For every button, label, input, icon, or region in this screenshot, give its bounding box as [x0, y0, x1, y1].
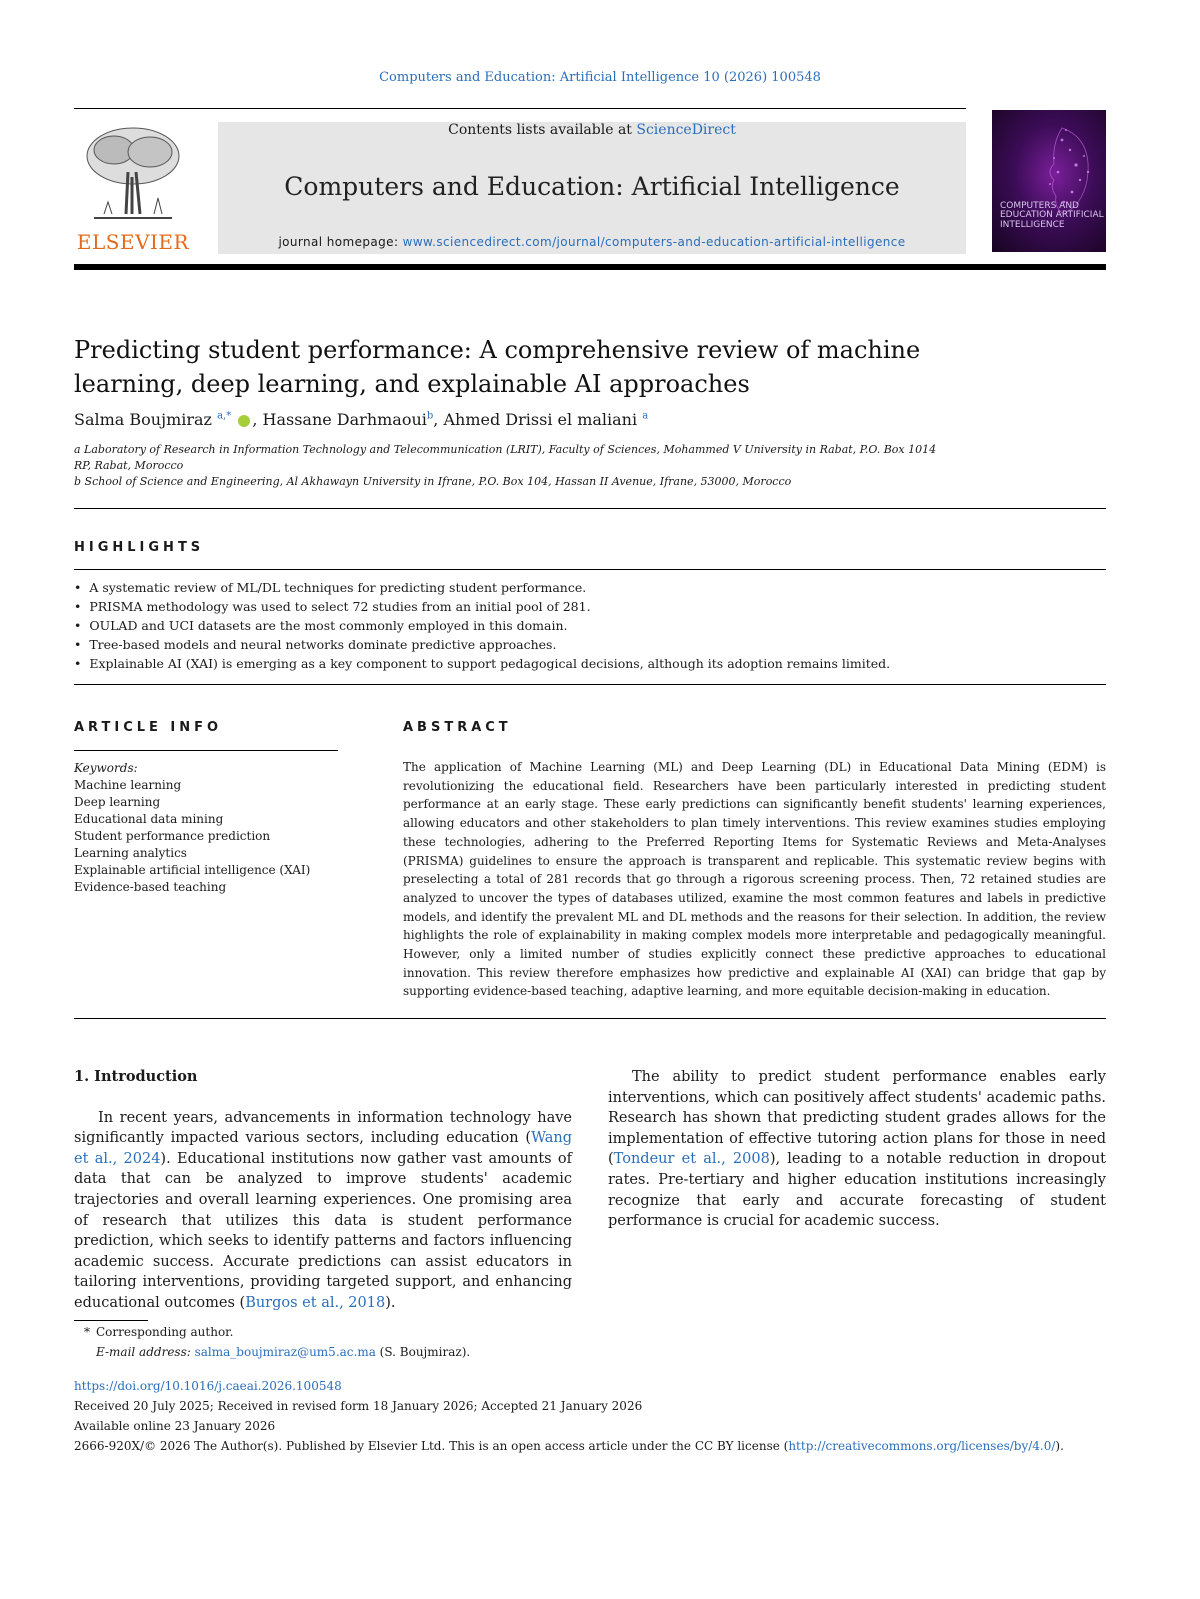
contents-line	[218, 122, 966, 138]
journal-cover-image[interactable]	[992, 110, 1106, 252]
email-label: E-mail address:	[96, 1345, 191, 1359]
highlights-heading: HIGHLIGHTS	[74, 540, 205, 555]
author-name[interactable]: Salma Boujmiraz	[74, 410, 212, 429]
doi-link[interactable]: https://doi.org/10.1016/j.caeai.2026.100548	[74, 1379, 342, 1393]
keyword: Student performance prediction	[74, 829, 271, 843]
corresponding-author-note: Corresponding author.	[96, 1325, 234, 1339]
affiliation-a: a Laboratory of Research in Information Technology and Telecommunication (LRIT), Faculty of Sciences, Mohammed V University in Rabat, P.O. Box 1014 RP, Rabat, Morocco	[74, 443, 937, 472]
keyword: Evidence-based teaching	[74, 880, 227, 894]
contents-prefix: Contents lists available at	[448, 122, 637, 138]
keyword: Deep learning	[74, 795, 161, 809]
keywords-label: Keywords:	[74, 761, 138, 775]
keyword: Learning analytics	[74, 846, 187, 860]
citation-link[interactable]: Burgos et al., 2018	[245, 1294, 386, 1311]
footnote-mark: *	[84, 1325, 90, 1339]
keywords-list	[74, 777, 374, 896]
keyword: Explainable artificial intelligence (XAI)	[74, 863, 311, 877]
abstract-text: The application of Machine Learning (ML) and Deep Learning (DL) in Educational Data Mining (EDM) is revolutionizing the educational field. Researchers have been particularly interested in predicting student performance at an early stage. These early predictions can significantly benefit students' learning experiences, allowing educators and other stakeholders to plan timely interventions. This review examines studies employing these technologies, adhering to the Preferred Reporting Items for Systematic Reviews and Meta-Analyses (PRISMA) guidelines to ensure the approach is transparent and replicable. This systematic review begins with preselecting a total of 281 records that go through a rigorous screening process. Then, 72 retained studies are analyzed to uncover the types of databases utilized, examine the most common features and labels in predictive models, and identify the prevalent ML and DL methods and the reasons for their selection. In addition, the review highlights the role of explainability in making complex models more interpretable and pedagogically meaningful. However, only a limited number of studies explicitly connect these predictive approaches to educational innovation. This review therefore emphasizes how predictive and explainable AI (XAI) can bridge that gap by supporting evidence-based teaching, adaptive learning, and more equitable decision-making in education.	[403, 760, 1106, 999]
keyword: Educational data mining	[74, 812, 224, 826]
footnote-rule	[74, 1320, 148, 1321]
divider	[74, 1018, 1106, 1019]
highlight-item: • Explainable AI (XAI) is emerging as a key component to support pedagogical decisions, although its adoption remains limited.	[74, 654, 1106, 673]
divider	[74, 684, 1106, 685]
header-thick-rule	[74, 264, 1106, 270]
body-column-left	[74, 1067, 572, 1314]
paragraph-text: ), leading to a notable reduction in dropout rates. Pre-tertiary and higher education institutions increasingly recognize that early and accurate forecasting of student performance is crucial for academic success.	[608, 1151, 1106, 1230]
author-name[interactable]: Hassane Darhmaoui	[262, 410, 427, 429]
author-affiliation-marker[interactable]: a,*	[217, 410, 232, 422]
author-affiliation-marker[interactable]: b	[426, 410, 434, 422]
highlight-item: • PRISMA methodology was used to select 72 studies from an initial pool of 281.	[74, 597, 1106, 616]
journal-title: Computers and Education: Artificial Intelligence	[284, 172, 900, 201]
highlight-item: • Tree-based models and neural networks dominate predictive approaches.	[74, 635, 1106, 654]
orcid-icon[interactable]	[238, 415, 250, 427]
divider	[74, 508, 1106, 509]
introduction-paragraph-2	[608, 1067, 1106, 1232]
divider	[74, 750, 338, 751]
paragraph-text: The ability to predict student performance enables early interventions, which can positively affect students' academic paths. Research has shown that predicting student grades allows for the implementation of effective tutoring action plans for those in need (	[608, 1069, 1106, 1168]
author-list: Salma Boujmiraz $^{a,*}$ , Hassane Darhmaoui$^b$, Ahmed Drissi el maliani $^a$	[74, 410, 649, 429]
article-info-heading: ARTICLE INFO	[74, 720, 223, 735]
highlight-item: • A systematic review of ML/DL techniques for predicting student performance.	[74, 578, 1106, 597]
keyword: Machine learning	[74, 778, 182, 792]
footnote	[74, 1322, 774, 1362]
citation-link[interactable]: Wang et al., 2024	[74, 1130, 572, 1167]
homepage-line	[218, 235, 966, 249]
received-dates: Received 20 July 2025; Received in revised form 18 January 2026; Accepted 21 January 2026	[74, 1399, 643, 1413]
divider	[74, 569, 1106, 570]
top-rule	[74, 108, 966, 109]
article-title: Predicting student performance: A comprehensive review of machine learning, deep learning, and explainable AI approaches	[74, 336, 921, 398]
highlight-item: • OULAD and UCI datasets are the most commonly employed in this domain.	[74, 616, 1106, 635]
publication-info	[74, 1376, 1106, 1456]
elsevier-tree-icon	[74, 122, 192, 228]
homepage-link[interactable]: www.sciencedirect.com/journal/computers-and-education-artificial-intelligence	[402, 235, 906, 249]
author-name[interactable]: Ahmed Drissi el maliani	[443, 410, 638, 429]
sciencedirect-link[interactable]: ScienceDirect	[636, 122, 736, 138]
publisher-logo	[74, 122, 192, 254]
body-column-right	[608, 1067, 1106, 1232]
journal-reference-link[interactable]: Computers and Education: Artificial Intelligence 10 (2026) 100548	[379, 70, 821, 85]
homepage-prefix: journal homepage:	[278, 235, 403, 249]
introduction-paragraph-1	[74, 1108, 572, 1314]
paragraph-text: ).	[385, 1294, 396, 1311]
license-suffix: ).	[1055, 1439, 1064, 1453]
section-heading: 1. Introduction	[74, 1068, 198, 1085]
abstract-heading: ABSTRACT	[403, 720, 512, 735]
paragraph-text: In recent years, advancements in information technology have significantly impacted various sectors, including education (	[74, 1109, 572, 1147]
email-link[interactable]: salma_boujmiraz@um5.ac.ma	[194, 1345, 376, 1359]
cover-face-graphic	[992, 110, 1106, 252]
cover-text: COMPUTERS AND EDUCATION ARTIFICIAL INTELLIGENCE	[1000, 201, 1104, 230]
highlights-list	[74, 578, 1106, 673]
affiliation-b: b School of Science and Engineering, Al Akhawayn University in Ifrane, P.O. Box 104, Hassan II Avenue, Ifrane, 53000, Morocco	[74, 475, 792, 488]
paragraph-text: ). Educational institutions now gather vast amounts of data that can be analyzed to improve students' academic trajectories and overall learning experiences. One promising area of research that utilizes this data is student performance prediction, which seeks to identify patterns and factors influencing academic success. Accurate predictions can assist educators in tailoring interventions, providing targeted support, and enhancing educational outcomes (	[74, 1150, 572, 1311]
journal-masthead	[218, 122, 966, 254]
keywords-block	[74, 760, 374, 896]
email-suffix: (S. Boujmiraz).	[375, 1345, 471, 1359]
license-link[interactable]: http://creativecommons.org/licenses/by/4.0/	[788, 1439, 1056, 1453]
available-online: Available online 23 January 2026	[74, 1419, 276, 1433]
author-affiliation-marker[interactable]: a	[642, 410, 649, 422]
license-text: 2666-920X/© 2026 The Author(s). Published by Elsevier Ltd. This is an open access article under the CC BY license (	[74, 1439, 789, 1453]
citation-link[interactable]: Tondeur et al., 2008	[613, 1151, 770, 1168]
publisher-name: ELSEVIER	[76, 230, 190, 254]
